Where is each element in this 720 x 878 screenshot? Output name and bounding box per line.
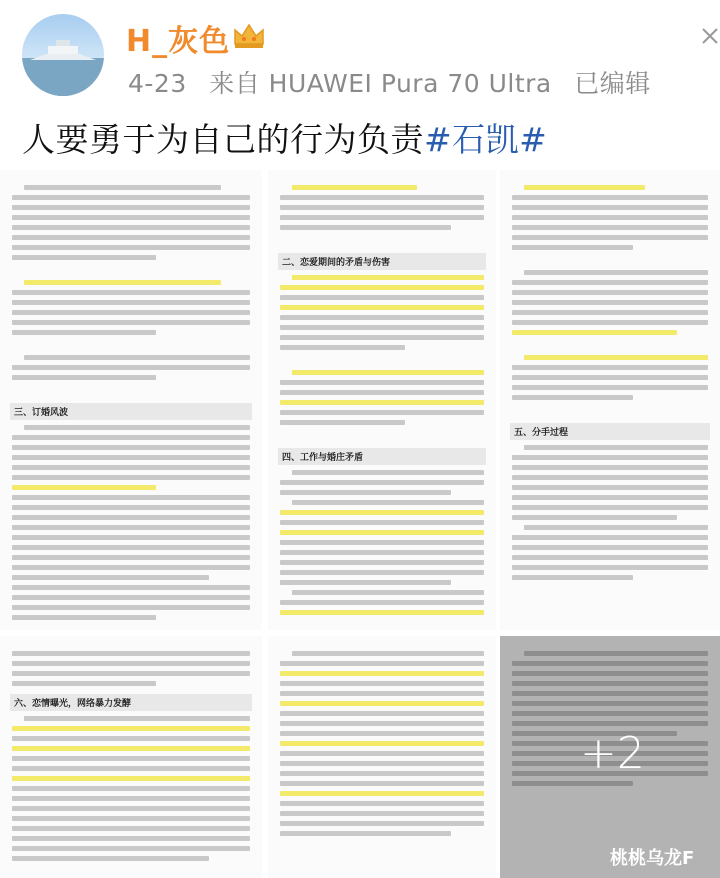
watermark: 桃桃乌龙F — [610, 848, 695, 869]
avatar-photo — [22, 14, 104, 96]
doc3-heading: 五、分手过程 — [510, 423, 710, 440]
image-3[interactable] — [500, 170, 720, 630]
avatar[interactable] — [22, 14, 104, 96]
image-grid — [0, 170, 720, 878]
edited-label: 已编辑 — [574, 69, 651, 98]
doc2-heading: 二、恋爱期间的矛盾与伤害 — [278, 253, 486, 270]
hashtag-link[interactable]: #石凯# — [424, 120, 548, 159]
username[interactable]: H_灰色 — [126, 24, 231, 59]
image-2[interactable] — [268, 170, 496, 630]
doc1-heading-2: 六、恋情曝光，网络暴力发酵 — [10, 694, 252, 711]
doc2-heading-2: 四、工作与婚庄矛盾 — [278, 448, 486, 465]
image-5[interactable] — [268, 636, 496, 878]
image-1[interactable] — [0, 170, 262, 630]
post-title-text: 人要勇于为自己的行为负责 — [22, 120, 424, 159]
post-title — [22, 114, 547, 161]
image-4[interactable] — [0, 636, 262, 878]
post-source: 来自 HUAWEI Pura 70 Ultra — [209, 69, 552, 98]
post-meta — [128, 64, 665, 100]
doc1-heading: 三、订婚风波 — [10, 403, 252, 420]
more-images-count: +2 — [580, 728, 645, 779]
image-more[interactable] — [500, 636, 720, 878]
close-icon[interactable] — [700, 26, 720, 46]
crown-icon — [232, 22, 266, 50]
post-date: 4-23 — [128, 69, 187, 98]
